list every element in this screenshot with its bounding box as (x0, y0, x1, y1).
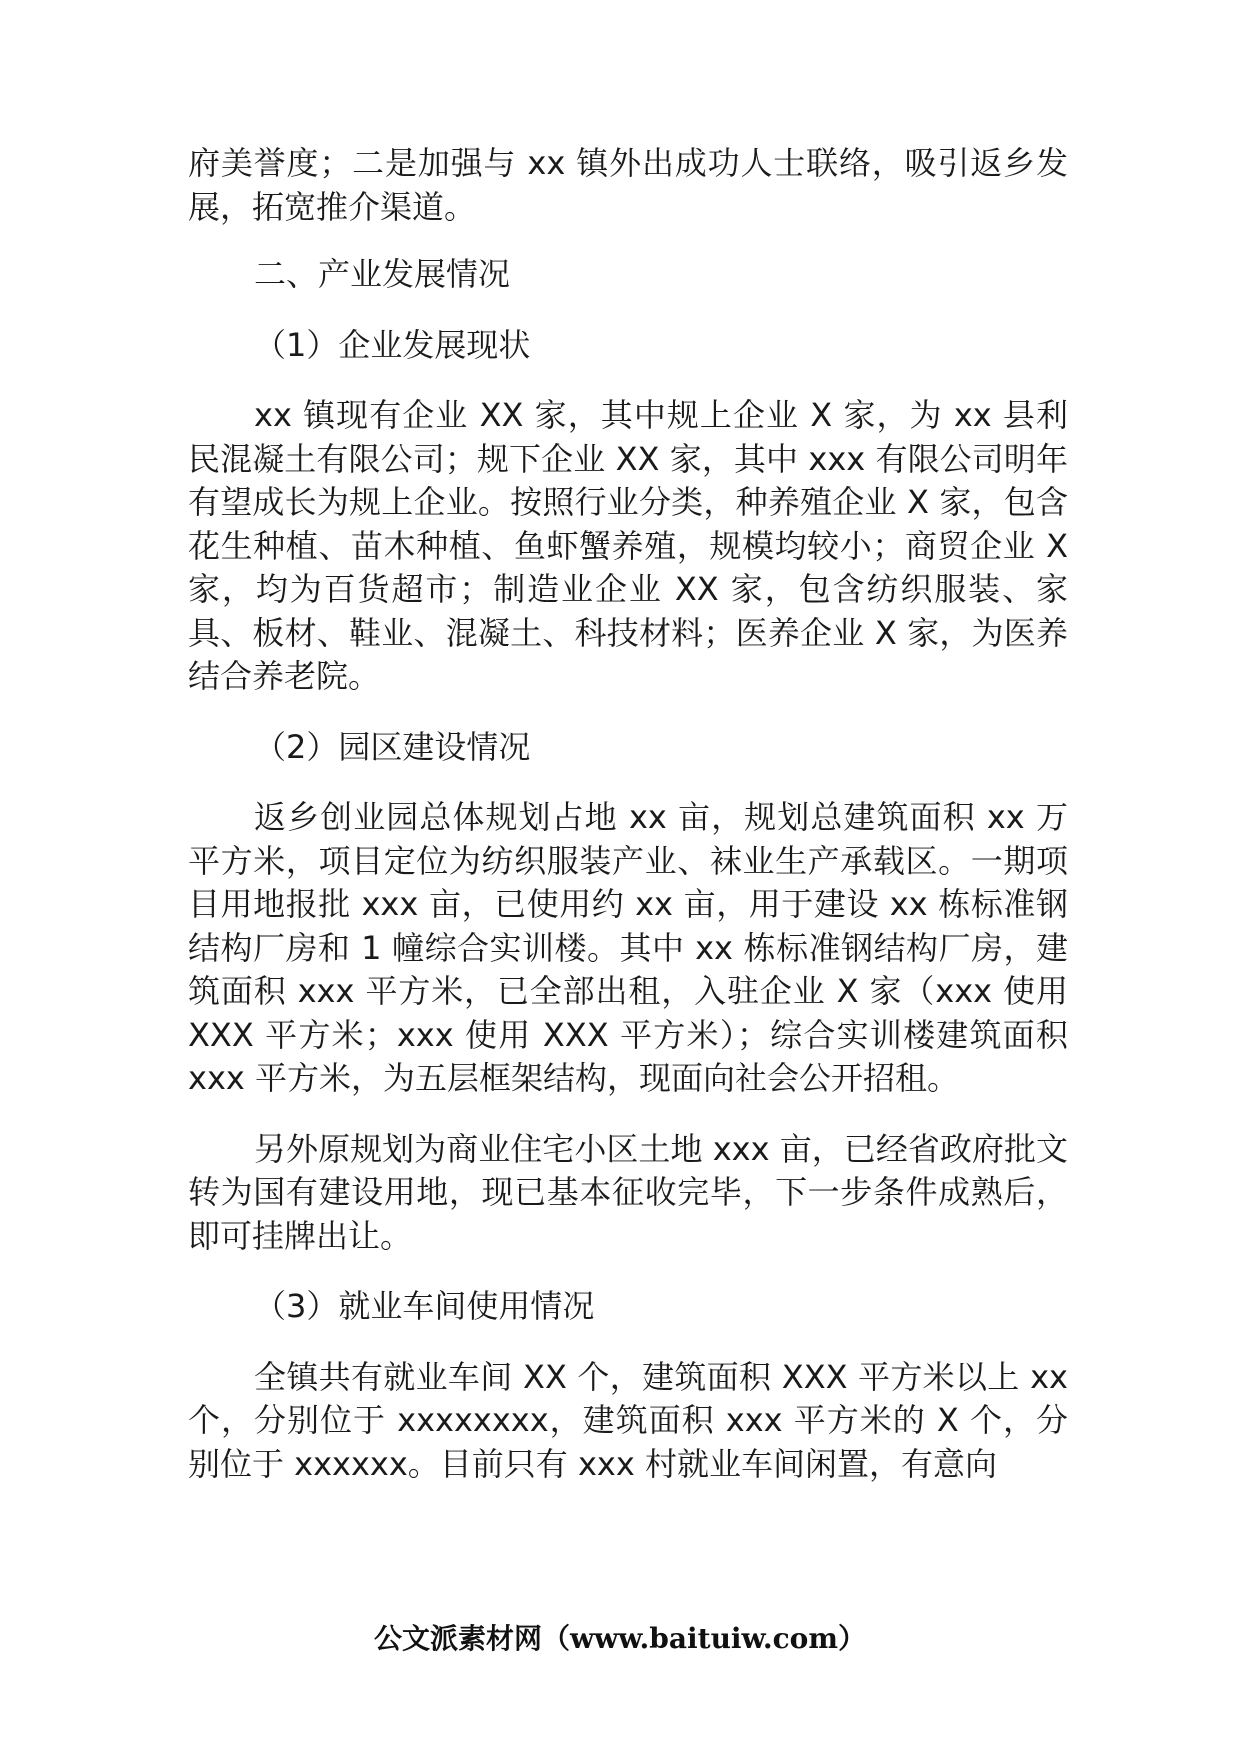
paragraph-land-plan: 另外原规划为商业住宅小区土地 xxx 亩，已经省政府批文转为国有建设用地，现已基本征收完毕，下一步条件成熟后，即可挂牌出让。 (188, 1129, 1068, 1255)
subsection-heading-enterprise: （1）企业发展现状 (254, 325, 531, 364)
document-body (188, 142, 1068, 1513)
subsection-heading-park: （2）园区建设情况 (254, 727, 531, 766)
paragraph-park-construction: 返乡创业园总体规划占地 xx 亩，规划总建筑面积 xx 万平方米，项目定位为纺织服装产业、袜业生产承载区。一期项目用地报批 xxx 亩，已使用约 xx 亩，用于建设 xx 栋标准钢结构厂房和 1 幢综合实训楼。其中 xx 栋标准钢结构厂房，建筑面积 xxx 平方米，已全部出租，入驻企业 X 家（xxx 使用 XXX 平方米；xxx 使用 XXX 平方米）；综合实训楼建筑面积 xxx 平方米，为五层框架结构，现面向社会公开招租。 (188, 798, 1068, 1097)
page-footer-watermark: 公文派素材网（www.baituiw.com） (374, 1622, 866, 1655)
paragraph-intro-continuation: 府美誉度；二是加强与 xx 镇外出成功人士联络，吸引返乡发展，拓宽推介渠道。 (188, 144, 1068, 226)
section-heading-industry: 二、产业发展情况 (254, 255, 511, 293)
subsection-heading-workshop: （3）就业车间使用情况 (254, 1287, 595, 1325)
paragraph-enterprise-status: xx 镇现有企业 XX 家，其中规上企业 X 家，为 xx 县利民混凝土有限公司；规下企业 XX 家，其中 xxx 有限公司明年有望成长为规上企业。按照行业分类，种养殖企业 X 家，包含花生种植、苗木种植、鱼虾蟹养殖，规模均较小；商贸企业 X 家，均为百货超市；制造业企业 XX 家，包含纺织服装、家具、板材、鞋业、混凝土、科技材料；医养企业 X 家，为医养结合养老院。 (188, 396, 1068, 695)
paragraph-workshop-usage: 全镇共有就业车间 XX 个，建筑面积 XXX 平方米以上 xx 个，分别位于 xxxxxxxx，建筑面积 xxx 平方米的 X 个，分别位于 xxxxxx。目前只有 xxx 村就业车间闲置，有意向 (188, 1357, 1068, 1483)
